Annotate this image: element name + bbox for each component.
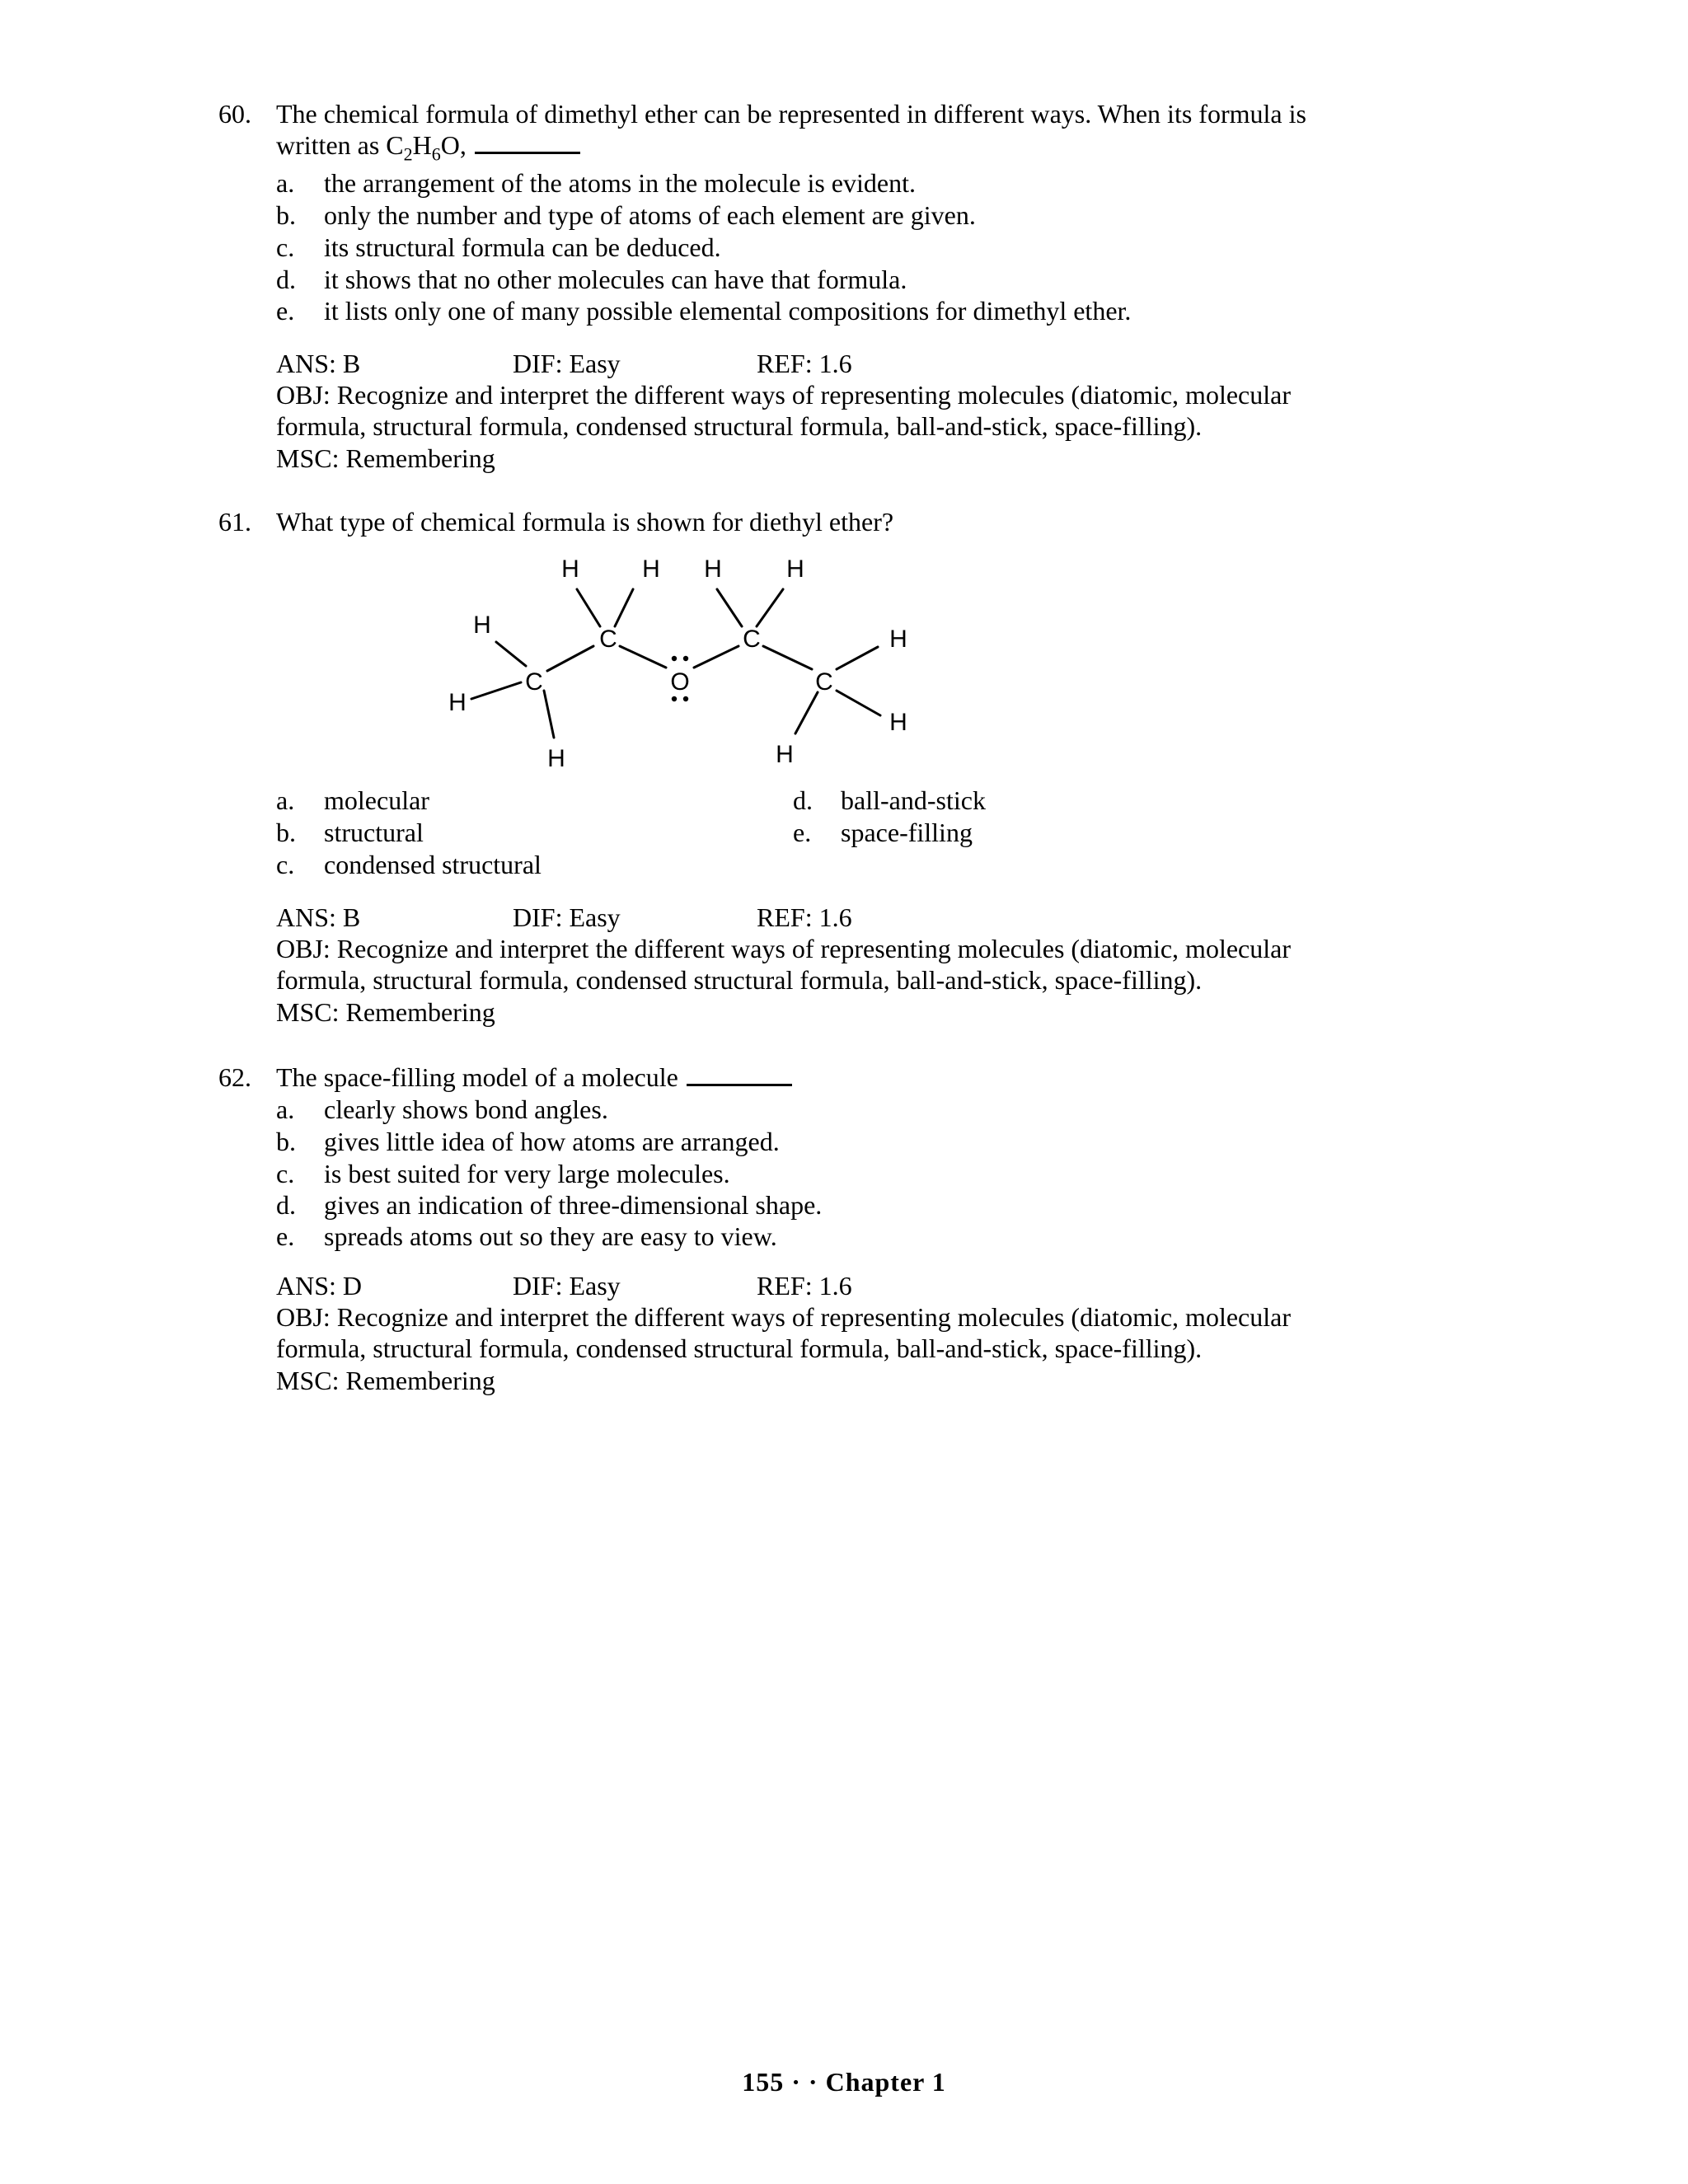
option-letter: d.: [276, 265, 296, 294]
option-text: space-filling: [841, 818, 973, 847]
objective: OBJ: Recognize and interpret the different ways of representing molecules (diatomic, molecular: [276, 380, 1291, 410]
bond-line: [615, 589, 633, 626]
option-text: its structural formula can be deduced.: [324, 232, 721, 262]
option-letter: e.: [276, 296, 295, 326]
atom-label: H: [448, 689, 467, 716]
difficulty: DIF: Easy: [513, 1271, 621, 1301]
bond-line: [763, 646, 812, 669]
bond-line: [757, 589, 783, 626]
question-number: 62.: [218, 1062, 251, 1092]
option-letter: c.: [276, 850, 295, 879]
option-text: molecular: [324, 785, 429, 815]
difficulty: DIF: Easy: [513, 349, 621, 378]
reference: REF: 1.6: [757, 349, 852, 378]
option-text: condensed structural: [324, 850, 542, 879]
atom-label: H: [889, 709, 907, 736]
option-letter: e.: [793, 818, 812, 847]
objective: OBJ: Recognize and interpret the different ways of representing molecules (diatomic, molecular: [276, 1302, 1291, 1332]
option-letter: a.: [276, 168, 295, 198]
option-letter: b.: [276, 818, 296, 847]
question-number: 61.: [218, 507, 251, 537]
option-text: it lists only one of many possible elemental compositions for dimethyl ether.: [324, 296, 1132, 326]
atom-label: C: [743, 626, 761, 653]
question-stem: The space-filling model of a molecule: [276, 1062, 792, 1093]
question-stem-formula: written as $C_2H_6O$,: [276, 129, 580, 170]
misc-classification: MSC: Remembering: [276, 997, 495, 1027]
bond-line: [471, 682, 521, 699]
bond-line: [717, 589, 742, 626]
bond-line: [837, 647, 878, 669]
answer-key: ANS: B: [276, 349, 361, 378]
objective-cont: formula, structural formula, condensed structural formula, ball-and-stick, space-filling).: [276, 965, 1203, 995]
option-text: ball-and-stick: [841, 785, 986, 815]
bond-line: [577, 589, 600, 626]
option-text: gives an indication of three-dimensional shape.: [324, 1190, 823, 1220]
answer-key: ANS: D: [276, 1271, 363, 1301]
atom-label: H: [704, 555, 722, 583]
atom-label: H: [786, 555, 804, 583]
difficulty: DIF: Easy: [513, 902, 621, 932]
option-text: clearly shows bond angles.: [324, 1094, 608, 1124]
bond-line: [547, 646, 593, 671]
bond-line: [544, 691, 554, 738]
question-stem: What type of chemical formula is shown for diethyl ether?: [276, 507, 894, 537]
option-text: is best suited for very large molecules.: [324, 1159, 730, 1188]
objective: OBJ: Recognize and interpret the different ways of representing molecules (diatomic, molecular: [276, 934, 1291, 963]
atom-label: C: [525, 668, 543, 696]
option-text: spreads atoms out so they are easy to view.: [324, 1221, 777, 1251]
objective-cont: formula, structural formula, condensed structural formula, ball-and-stick, space-filling).: [276, 1333, 1203, 1363]
answer-blank: [687, 1062, 792, 1086]
option-letter: a.: [276, 785, 295, 815]
page-footer: 155 · · Chapter 1: [742, 2067, 946, 2097]
atom-label: C: [815, 668, 833, 696]
option-letter: d.: [276, 1190, 296, 1220]
option-letter: c.: [276, 232, 295, 262]
reference: REF: 1.6: [757, 902, 852, 932]
reference: REF: 1.6: [757, 1271, 852, 1301]
atom-label: H: [642, 555, 660, 583]
option-letter: e.: [276, 1221, 295, 1251]
answer-key: ANS: B: [276, 902, 361, 932]
option-text: it shows that no other molecules can have that formula.: [324, 265, 907, 294]
atom-label: H: [561, 555, 579, 583]
misc-classification: MSC: Remembering: [276, 1366, 495, 1395]
atom-label: H: [547, 745, 565, 772]
objective-cont: formula, structural formula, condensed structural formula, ball-and-stick, space-filling).: [276, 411, 1203, 441]
atom-label: C: [599, 626, 617, 653]
atom-label: H: [889, 626, 907, 653]
atom-label: H: [473, 612, 491, 639]
bond-line: [496, 642, 526, 666]
atom-label: H: [776, 741, 794, 768]
option-letter: c.: [276, 1159, 295, 1188]
atom-label: O: [670, 668, 690, 696]
option-text: gives little idea of how atoms are arranged.: [324, 1127, 780, 1156]
question-number: 60.: [218, 99, 251, 129]
option-text: structural: [324, 818, 424, 847]
misc-classification: MSC: Remembering: [276, 443, 495, 473]
option-letter: b.: [276, 200, 296, 230]
bond-line: [837, 691, 880, 715]
option-text: only the number and type of atoms of each element are given.: [324, 200, 976, 230]
bond-line: [620, 646, 666, 668]
question-stem: The chemical formula of dimethyl ether can be represented in different ways. When its formula is: [276, 99, 1306, 129]
option-letter: d.: [793, 785, 813, 815]
option-letter: a.: [276, 1094, 295, 1124]
option-text: the arrangement of the atoms in the molecule is evident.: [324, 168, 916, 198]
bond-line: [795, 692, 818, 733]
bond-line: [694, 646, 738, 668]
option-letter: b.: [276, 1127, 296, 1156]
